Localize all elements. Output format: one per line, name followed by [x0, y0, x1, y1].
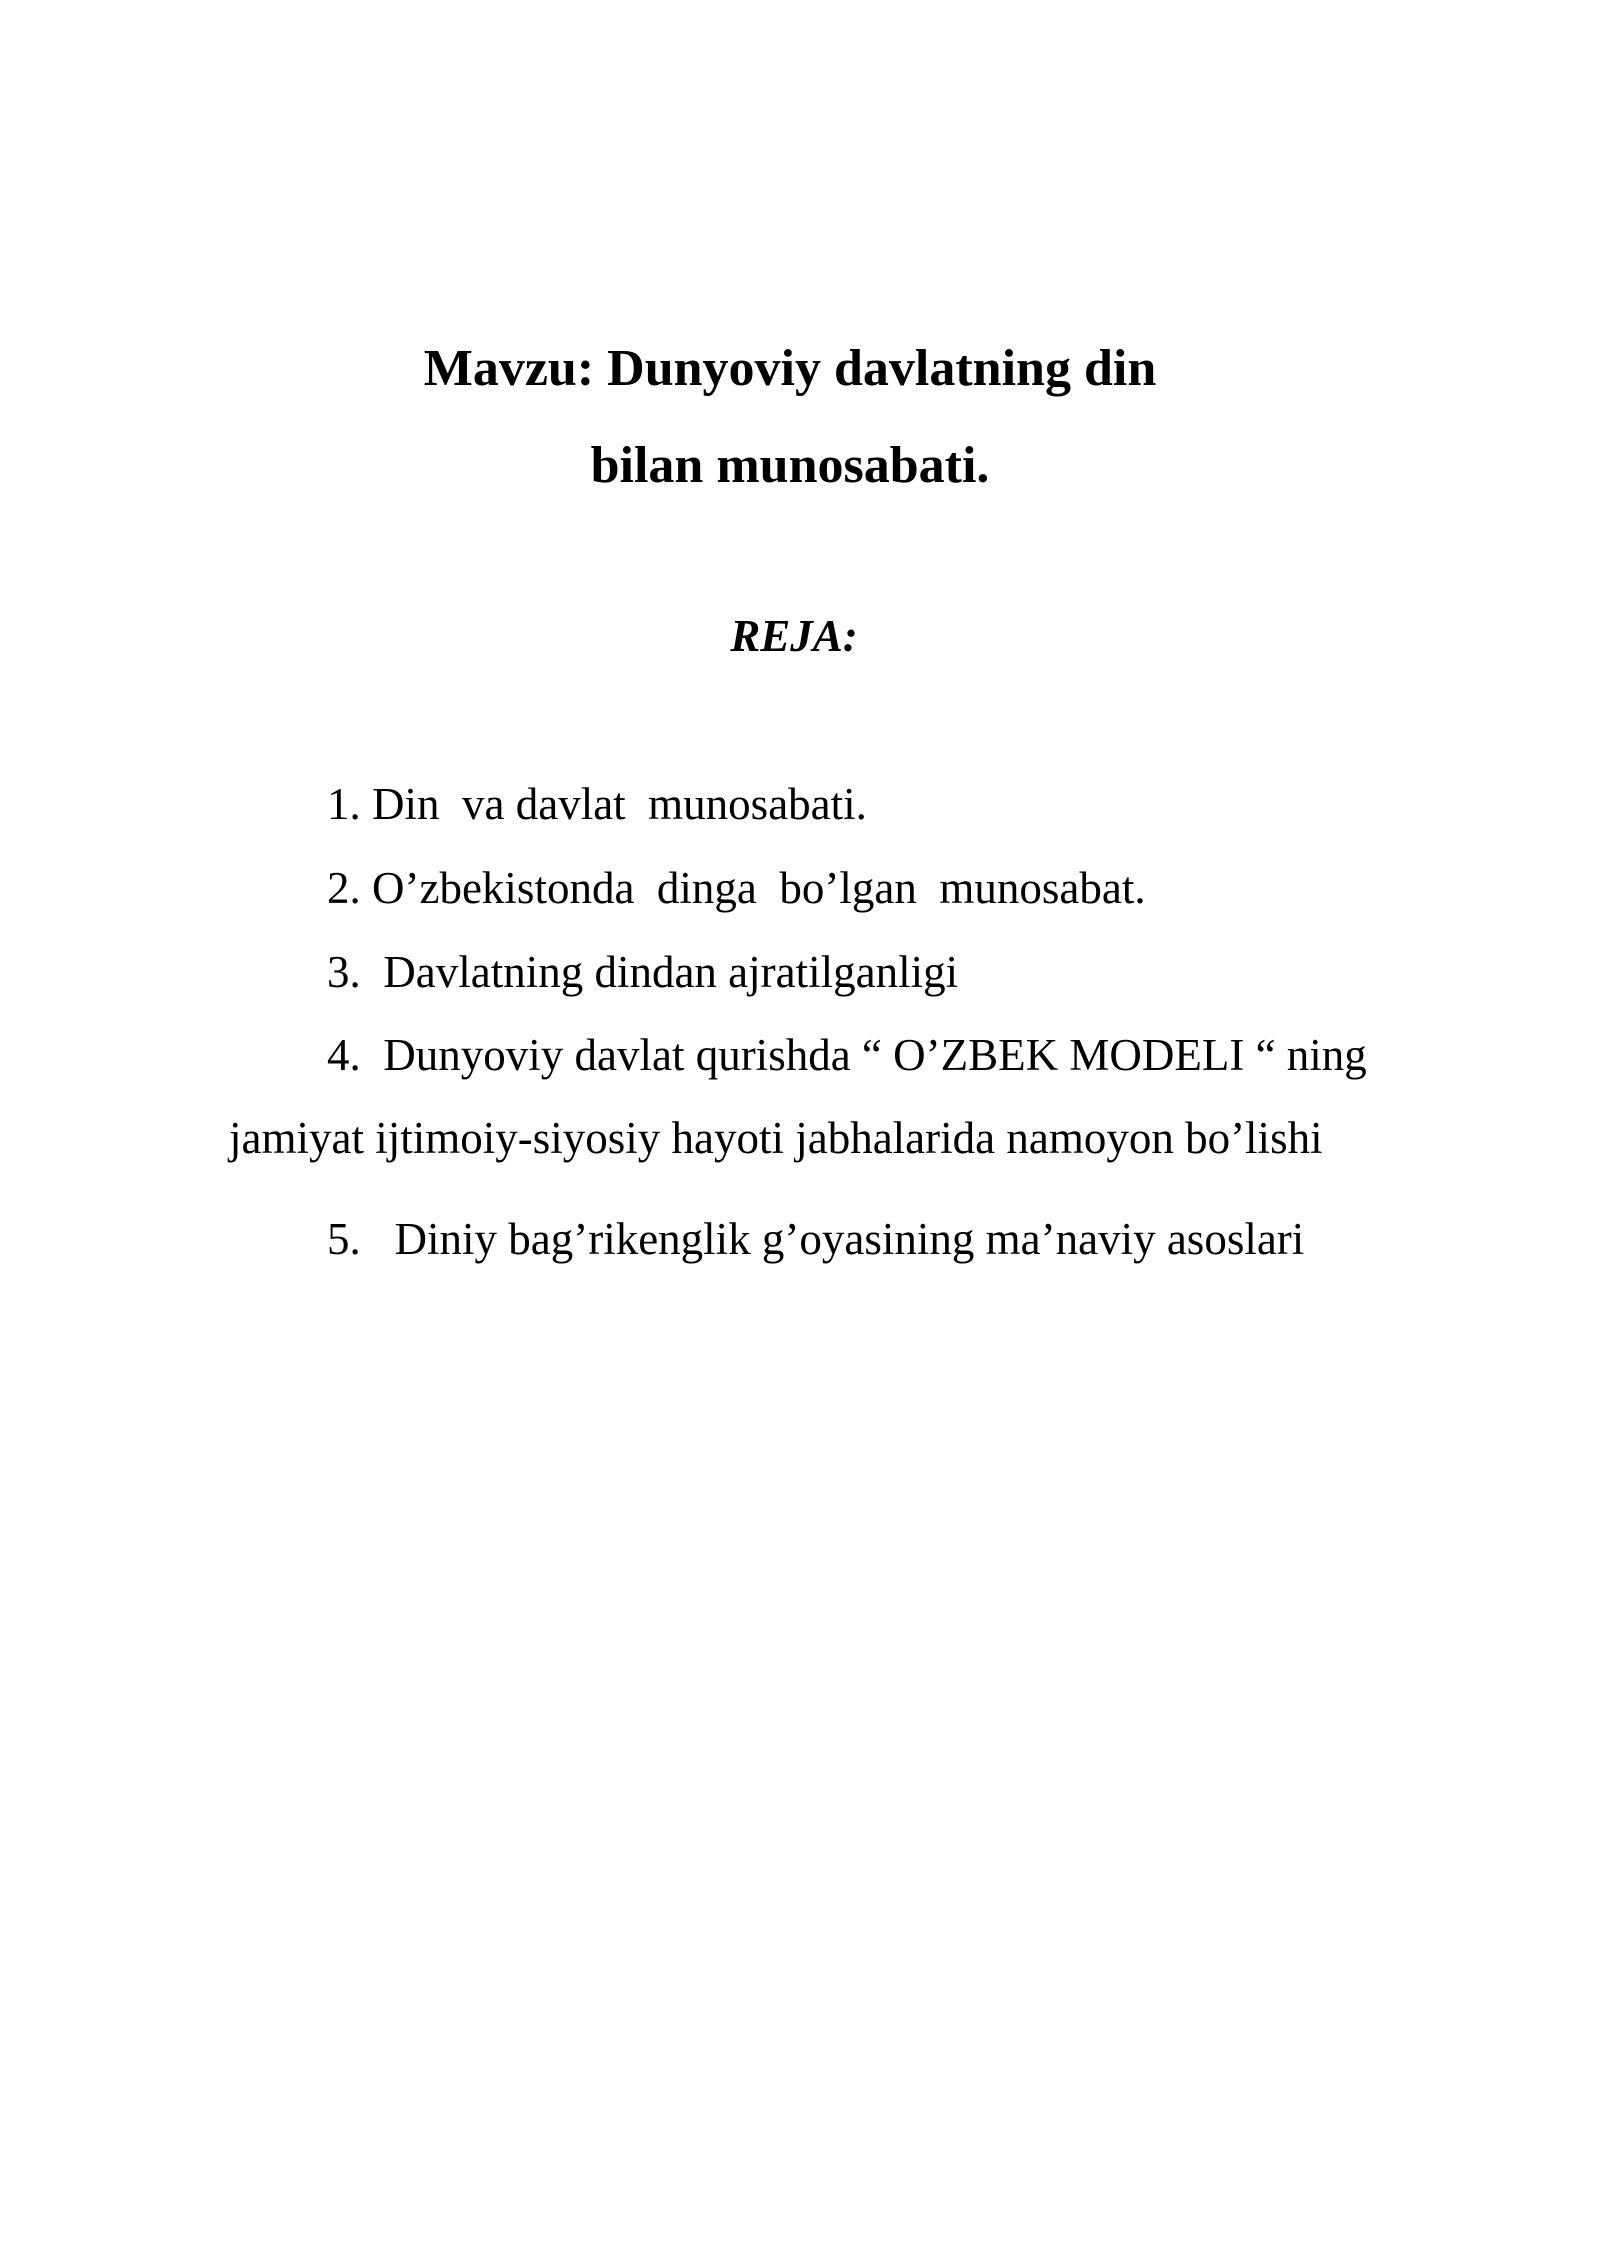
plan-item-4-continuation: jamiyat ijtimoiy-siyosiy hayoti jabhalarida namoyon bo’lishi — [229, 1113, 1323, 1163]
plan-heading: REJA: — [730, 611, 858, 661]
plan-item-2: 2. O’zbekistonda dinga bo’lgan munosabat. — [327, 863, 1146, 913]
plan-item-1: 1. Din va davlat munosabati. — [327, 779, 867, 829]
plan-item-3: 3. Davlatning dindan ajratilganligi — [327, 947, 959, 997]
plan-item-4: 4. Dunyoviy davlat qurishda “ O’ZBEK MODELI “ ning — [327, 1030, 1367, 1080]
plan-item-5: 5. Diniy bag’rikenglik g’oyasining ma’naviy asoslari — [327, 1214, 1305, 1264]
page-title-line-1: Mavzu: Dunyoviy davlatning din — [423, 340, 1157, 397]
page-title-line-2: bilan munosabati. — [590, 437, 990, 494]
